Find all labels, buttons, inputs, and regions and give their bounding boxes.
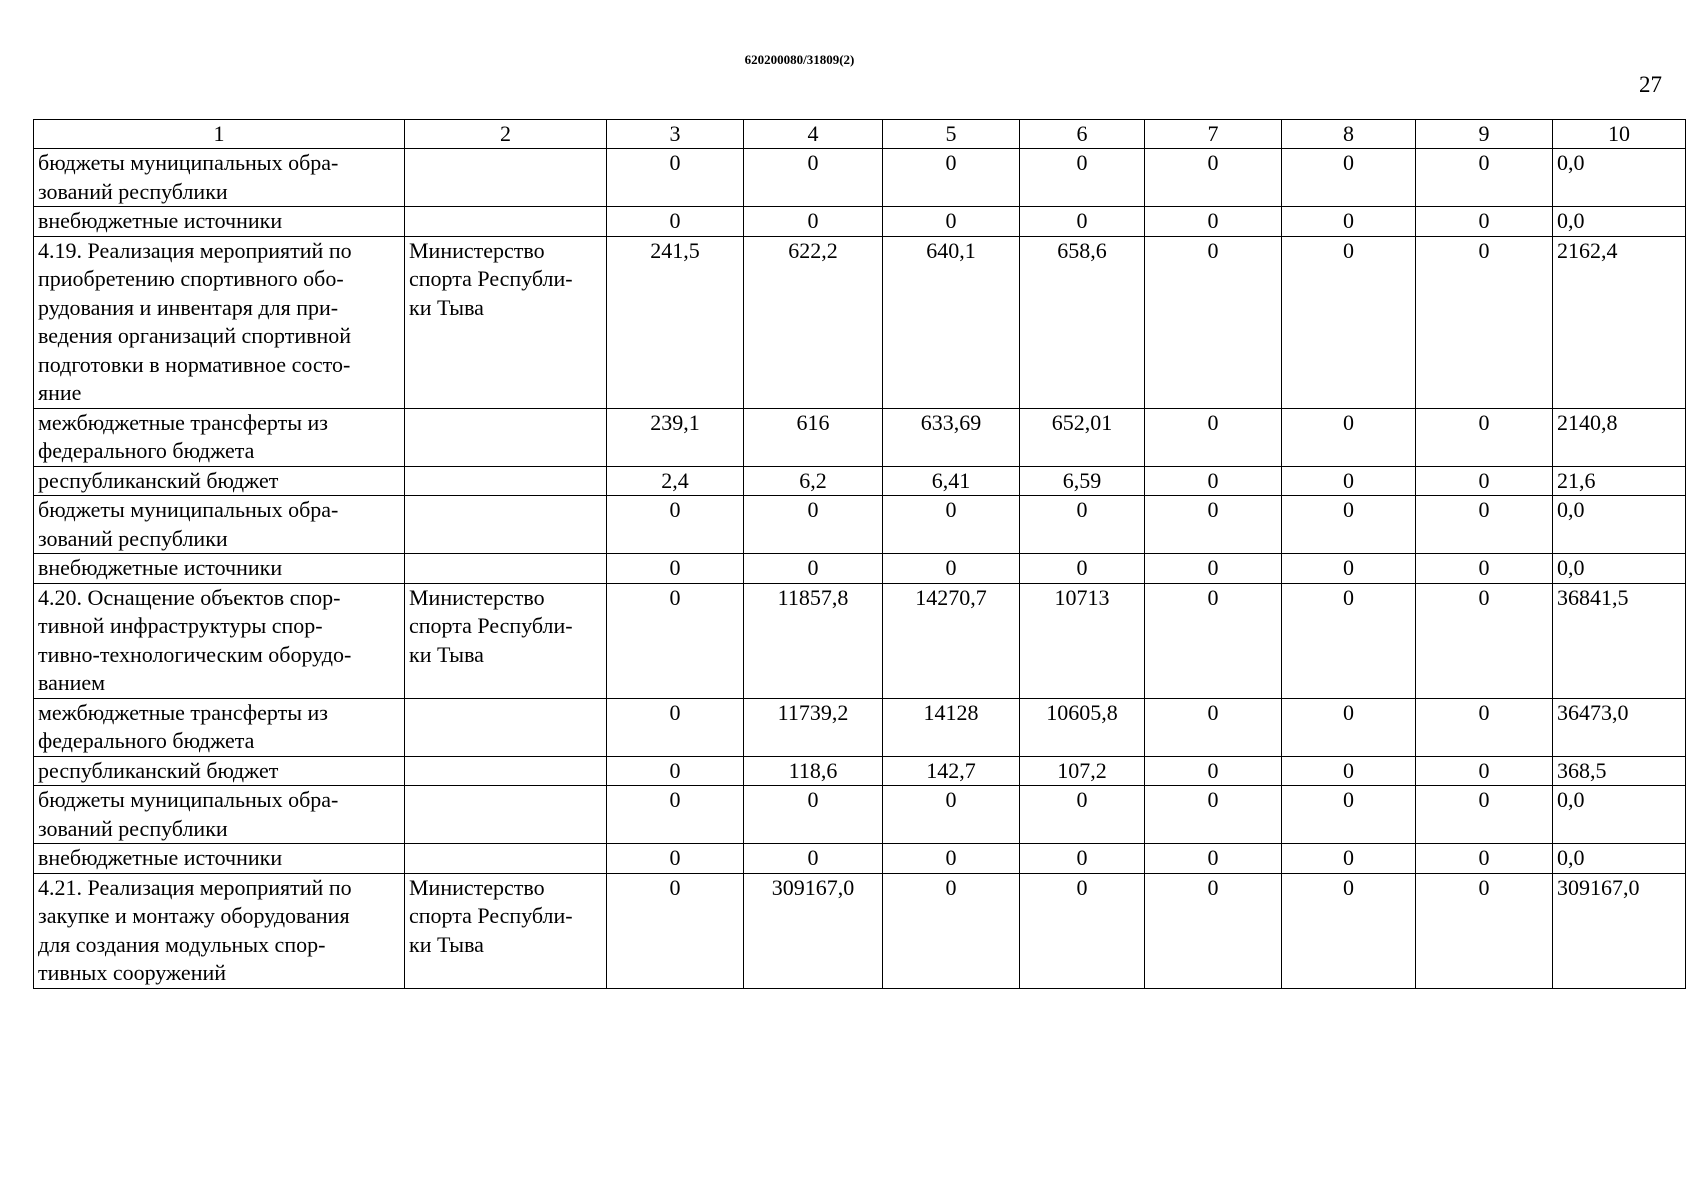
row-total-cell: 0,0 (1553, 207, 1686, 237)
row-value-cell: 652,01 (1020, 408, 1145, 466)
row-value-cell: 0 (1416, 756, 1553, 786)
row-total-cell: 368,5 (1553, 756, 1686, 786)
row-value-cell: 0 (1020, 149, 1145, 207)
row-value-cell: 0 (1282, 756, 1416, 786)
row-value-cell: 11857,8 (744, 583, 883, 698)
row-value-cell: 0 (883, 496, 1020, 554)
document-id: 620200080/31809(2) (744, 52, 855, 67)
row-value-cell: 107,2 (1020, 756, 1145, 786)
row-name-cell: внебюджетные источники (34, 844, 405, 874)
row-name-cell: 4.19. Реализация мероприятий по приобретению спортивного обо- рудования и инвентаря для при- ведения организаций спортивной подготовки в нормативное состо- яние (34, 236, 405, 408)
row-value-cell: 0 (883, 844, 1020, 874)
row-value-cell: 0 (1282, 408, 1416, 466)
page-number: 27 (1639, 72, 1662, 97)
row-value-cell: 0 (1282, 554, 1416, 584)
row-value-cell: 0 (883, 207, 1020, 237)
row-value-cell: 0 (883, 554, 1020, 584)
row-value-cell: 6,2 (744, 466, 883, 496)
row-executor-cell (405, 149, 607, 207)
row-value-cell: 10713 (1020, 583, 1145, 698)
row-value-cell: 2,4 (607, 466, 744, 496)
row-value-cell: 0 (607, 554, 744, 584)
table-row (34, 496, 1686, 554)
row-total-cell: 0,0 (1553, 149, 1686, 207)
table-row (34, 844, 1686, 874)
row-value-cell: 0 (1416, 466, 1553, 496)
table-row (34, 408, 1686, 466)
row-value-cell: 622,2 (744, 236, 883, 408)
row-executor-cell (405, 408, 607, 466)
row-value-cell: 0 (1282, 466, 1416, 496)
row-value-cell: 0 (1145, 207, 1282, 237)
row-executor-cell (405, 844, 607, 874)
row-executor-cell (405, 554, 607, 584)
row-value-cell: 0 (1416, 698, 1553, 756)
row-value-cell: 0 (744, 496, 883, 554)
column-header: 10 (1553, 120, 1686, 149)
table-row (34, 786, 1686, 844)
column-header: 5 (883, 120, 1020, 149)
row-value-cell: 0 (1416, 583, 1553, 698)
table-row (34, 207, 1686, 237)
row-total-cell: 36841,5 (1553, 583, 1686, 698)
row-value-cell: 0 (1145, 408, 1282, 466)
row-total-cell: 0,0 (1553, 844, 1686, 874)
row-value-cell: 0 (1282, 873, 1416, 988)
row-total-cell: 21,6 (1553, 466, 1686, 496)
row-value-cell: 0 (1145, 466, 1282, 496)
row-executor-cell (405, 786, 607, 844)
row-value-cell: 142,7 (883, 756, 1020, 786)
row-value-cell: 0 (1145, 756, 1282, 786)
row-name-cell: внебюджетные источники (34, 207, 405, 237)
row-name-cell: республиканский бюджет (34, 466, 405, 496)
row-value-cell: 0 (1416, 554, 1553, 584)
row-value-cell: 0 (607, 149, 744, 207)
table-row (34, 149, 1686, 207)
row-value-cell: 0 (1282, 583, 1416, 698)
row-executor-cell (405, 496, 607, 554)
row-value-cell: 0 (1020, 207, 1145, 237)
row-value-cell: 0 (1416, 786, 1553, 844)
table-row (34, 873, 1686, 988)
row-name-cell: республиканский бюджет (34, 756, 405, 786)
row-value-cell: 0 (1282, 149, 1416, 207)
row-value-cell: 0 (1282, 844, 1416, 874)
row-total-cell: 0,0 (1553, 496, 1686, 554)
column-header: 2 (405, 120, 607, 149)
row-name-cell: внебюджетные источники (34, 554, 405, 584)
row-total-cell: 309167,0 (1553, 873, 1686, 988)
row-total-cell: 36473,0 (1553, 698, 1686, 756)
row-total-cell: 2140,8 (1553, 408, 1686, 466)
row-value-cell: 0 (1416, 408, 1553, 466)
row-name-cell: межбюджетные трансферты из федерального бюджета (34, 698, 405, 756)
column-header: 7 (1145, 120, 1282, 149)
row-value-cell: 0 (1416, 844, 1553, 874)
table-row (34, 466, 1686, 496)
header-row (34, 120, 1686, 149)
table-row (34, 698, 1686, 756)
table-body (34, 120, 1686, 989)
row-value-cell: 14128 (883, 698, 1020, 756)
row-value-cell: 0 (1416, 236, 1553, 408)
row-value-cell: 10605,8 (1020, 698, 1145, 756)
row-name-cell: межбюджетные трансферты из федерального бюджета (34, 408, 405, 466)
row-value-cell: 0 (1416, 207, 1553, 237)
row-value-cell: 0 (1282, 496, 1416, 554)
row-value-cell: 658,6 (1020, 236, 1145, 408)
row-value-cell: 0 (1282, 236, 1416, 408)
row-total-cell: 0,0 (1553, 554, 1686, 584)
row-value-cell: 0 (744, 844, 883, 874)
table-row (34, 756, 1686, 786)
column-header: 4 (744, 120, 883, 149)
row-value-cell: 0 (744, 554, 883, 584)
row-value-cell: 633,69 (883, 408, 1020, 466)
row-value-cell: 0 (1145, 583, 1282, 698)
row-value-cell: 0 (607, 698, 744, 756)
row-value-cell: 0 (1020, 496, 1145, 554)
row-value-cell: 6,59 (1020, 466, 1145, 496)
row-value-cell: 309167,0 (744, 873, 883, 988)
row-value-cell: 0 (607, 756, 744, 786)
column-header: 6 (1020, 120, 1145, 149)
column-header: 9 (1416, 120, 1553, 149)
row-value-cell: 0 (1282, 786, 1416, 844)
row-value-cell: 0 (1020, 873, 1145, 988)
row-value-cell: 0 (1145, 844, 1282, 874)
row-executor-cell (405, 466, 607, 496)
row-executor-cell (405, 698, 607, 756)
row-value-cell: 0 (607, 786, 744, 844)
row-value-cell: 0 (607, 583, 744, 698)
row-value-cell: 0 (1282, 698, 1416, 756)
row-value-cell: 0 (1145, 149, 1282, 207)
column-header: 3 (607, 120, 744, 149)
row-value-cell: 0 (1145, 698, 1282, 756)
row-value-cell: 0 (1416, 873, 1553, 988)
row-name-cell: 4.20. Оснащение объектов спор- тивной инфраструктуры спор- тивно-технологическим оборудо- ванием (34, 583, 405, 698)
row-value-cell: 241,5 (607, 236, 744, 408)
row-executor-cell (405, 756, 607, 786)
row-value-cell: 0 (1145, 236, 1282, 408)
row-value-cell: 0 (883, 786, 1020, 844)
row-value-cell: 0 (607, 207, 744, 237)
budget-table (33, 119, 1686, 989)
row-value-cell: 0 (883, 149, 1020, 207)
row-executor-cell: Министерство спорта Республи- ки Тыва (405, 873, 607, 988)
row-value-cell: 118,6 (744, 756, 883, 786)
row-value-cell: 14270,7 (883, 583, 1020, 698)
row-value-cell: 11739,2 (744, 698, 883, 756)
row-value-cell: 0 (1145, 554, 1282, 584)
row-name-cell: 4.21. Реализация мероприятий по закупке и монтажу оборудования для создания модульных спор- тивных сооружений (34, 873, 405, 988)
row-value-cell: 0 (1020, 554, 1145, 584)
column-header: 1 (34, 120, 405, 149)
row-value-cell: 0 (1416, 149, 1553, 207)
column-header: 8 (1282, 120, 1416, 149)
row-value-cell: 0 (744, 786, 883, 844)
row-executor-cell: Министерство спорта Республи- ки Тыва (405, 583, 607, 698)
row-value-cell: 0 (1145, 873, 1282, 988)
row-total-cell: 2162,4 (1553, 236, 1686, 408)
row-name-cell: бюджеты муниципальных обра- зований республики (34, 149, 405, 207)
row-value-cell: 0 (883, 873, 1020, 988)
row-name-cell: бюджеты муниципальных обра- зований республики (34, 496, 405, 554)
row-value-cell: 0 (744, 207, 883, 237)
row-value-cell: 0 (1145, 496, 1282, 554)
row-value-cell: 0 (607, 496, 744, 554)
row-name-cell: бюджеты муниципальных обра- зований республики (34, 786, 405, 844)
row-value-cell: 0 (1020, 786, 1145, 844)
row-total-cell: 0,0 (1553, 786, 1686, 844)
row-value-cell: 0 (607, 873, 744, 988)
row-value-cell: 0 (1282, 207, 1416, 237)
row-value-cell: 640,1 (883, 236, 1020, 408)
row-value-cell: 0 (1416, 496, 1553, 554)
row-value-cell: 0 (1145, 786, 1282, 844)
row-value-cell: 0 (607, 844, 744, 874)
row-executor-cell: Министерство спорта Республи- ки Тыва (405, 236, 607, 408)
table-row (34, 236, 1686, 408)
table-row (34, 554, 1686, 584)
row-value-cell: 6,41 (883, 466, 1020, 496)
row-value-cell: 616 (744, 408, 883, 466)
table-row (34, 583, 1686, 698)
row-value-cell: 0 (744, 149, 883, 207)
row-executor-cell (405, 207, 607, 237)
row-value-cell: 239,1 (607, 408, 744, 466)
row-value-cell: 0 (1020, 844, 1145, 874)
